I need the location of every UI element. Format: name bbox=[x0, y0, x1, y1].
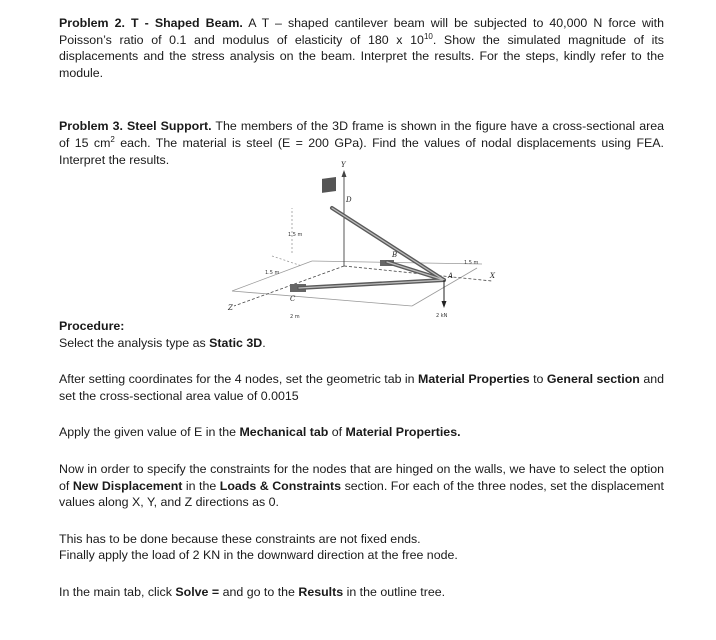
problem-3-text-b: each. The material is steel (E = 200 GPa). Find the values of nodal displacements using FEA. Interpret the results. bbox=[59, 135, 664, 167]
problem-2-paragraph bbox=[59, 15, 664, 81]
problem-2-text-end: . Show the simulated magnitude of its displacements and the stress analysis on the beam. Interpret the results. For the steps, kindly refer to the module. bbox=[59, 32, 665, 80]
dim-bottom-label: 2 m bbox=[290, 314, 300, 320]
procedure-step-6: In the main tab, click Solve = and go to the Results in the outline tree. bbox=[59, 584, 446, 599]
procedure-step-4: Now in order to specify the constraints for the nodes that are hinged on the walls, we have to select the option of New Displacement in the Loads & Constraints section. For each of the three nodes, set the displacement values along X, Y, and Z directions as 0. bbox=[59, 461, 664, 510]
problem-2-text: A T – shaped cantilever beam will be subjected to 40,000 N force with Poisson’s ratio of 0.1 and modulus of elasticity of 180 x 10 bbox=[59, 16, 664, 47]
problem-3-text-a: The members of the 3D frame is shown in the figure have a cross-sectional area of 15 cm bbox=[59, 119, 665, 150]
dim-vertical-label: 1.5 m bbox=[288, 232, 303, 238]
procedure-heading: Procedure: bbox=[59, 319, 125, 333]
axis-y-label: Y bbox=[341, 161, 346, 169]
problem-2-heading: Problem 2. T - Shaped Beam. bbox=[59, 16, 243, 30]
support-d bbox=[322, 177, 336, 193]
problem-3-area-exponent: 2 bbox=[110, 134, 115, 144]
axis-z-label: Z bbox=[228, 304, 233, 312]
procedure-step-5-line-1: This has to be done because these constraints are not fixed ends. bbox=[59, 531, 421, 546]
dim-left-label: 1.5 m bbox=[265, 270, 280, 276]
node-c-label: C bbox=[290, 295, 296, 303]
load-arrow-head bbox=[442, 301, 447, 308]
procedure-step-2: After setting coordinates for the 4 nodes, set the geometric tab in Material Properties to General section and set the cross-sectional area value of 0.0015 bbox=[59, 372, 664, 403]
dim-right-label: 1.5 m bbox=[464, 260, 479, 266]
steel-frame-figure bbox=[172, 156, 512, 326]
floor-front-edge bbox=[232, 291, 412, 306]
node-b-label: B bbox=[392, 251, 398, 259]
node-d-label: D bbox=[346, 196, 352, 204]
problem-3-heading: Problem 3. Steel Support. bbox=[59, 119, 212, 134]
problem-2-exponent: 10 bbox=[423, 31, 433, 41]
y-axis-arrow bbox=[342, 170, 347, 177]
frame-diagram bbox=[172, 156, 512, 326]
document-page bbox=[59, 15, 664, 168]
procedure-section bbox=[59, 318, 664, 601]
load-label: 2 kN bbox=[436, 313, 448, 319]
axis-x-label: X bbox=[490, 272, 495, 280]
procedure-step-5-line-2: Finally apply the load of 2 KN in the downward direction at the free node. bbox=[59, 548, 458, 563]
procedure-step-3: Apply the given value of E in the Mechanical tab of Material Properties. bbox=[59, 425, 461, 440]
procedure-step-1: Select the analysis type as Static 3D. bbox=[59, 335, 266, 350]
node-a-label: A bbox=[448, 272, 454, 280]
